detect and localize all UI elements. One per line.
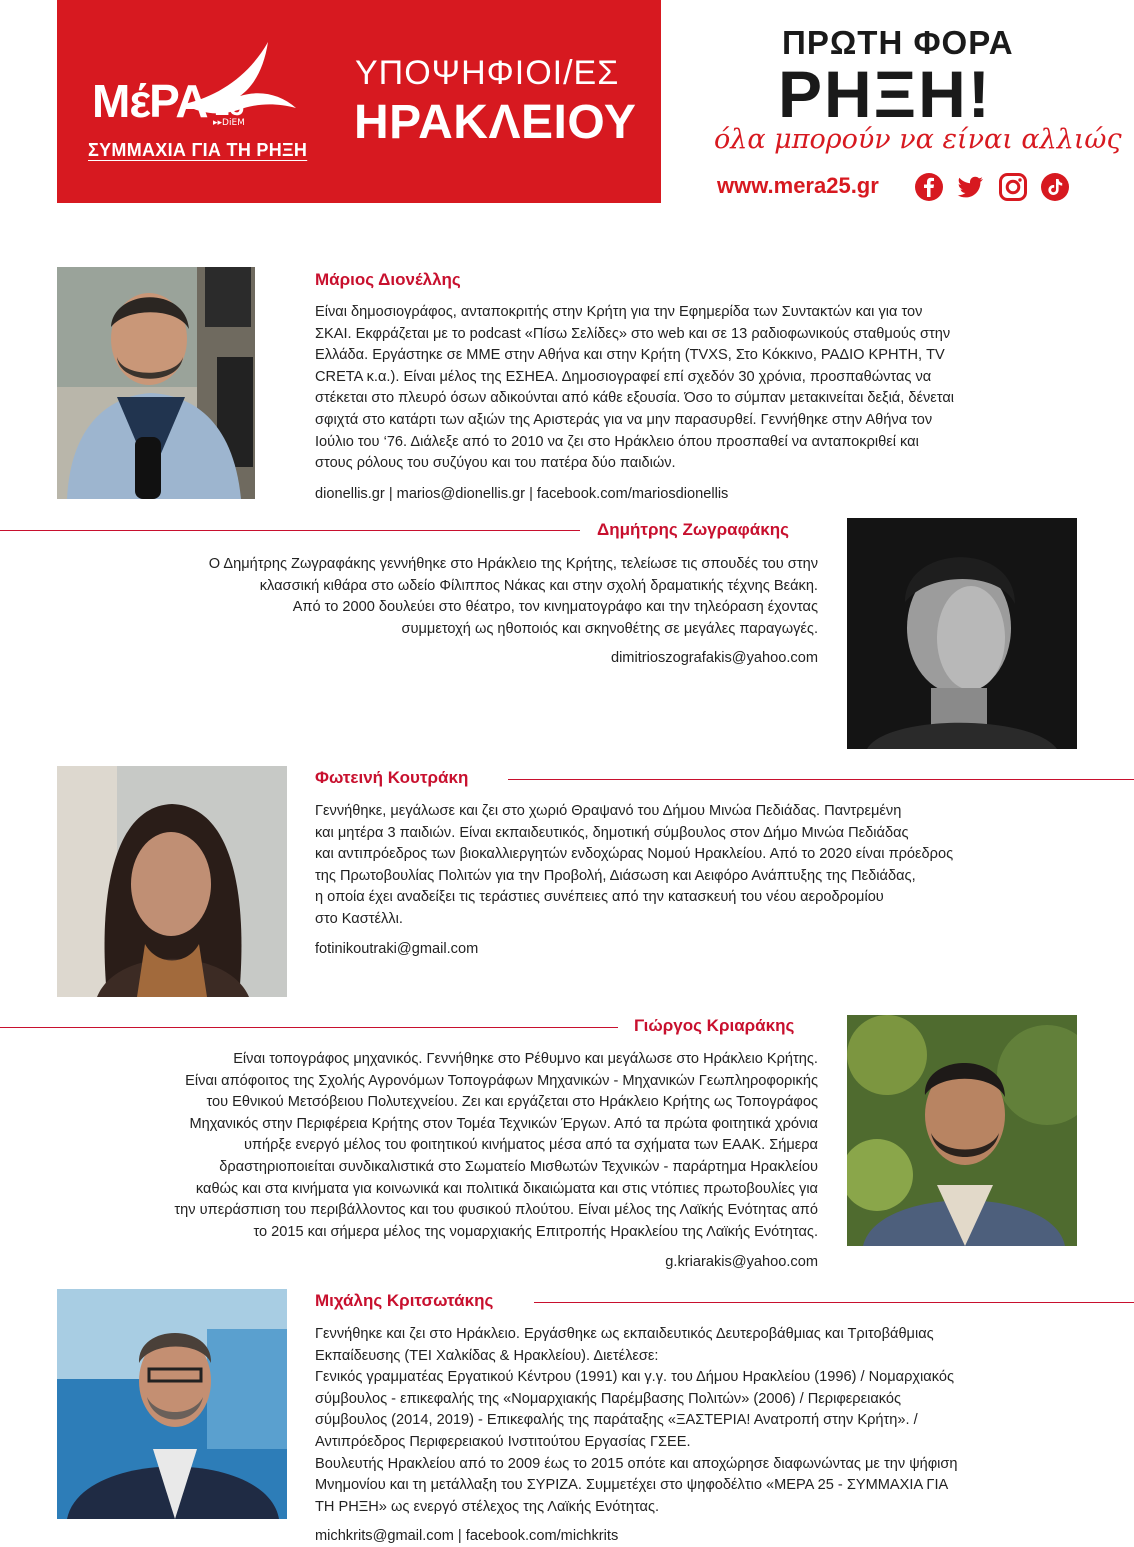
section-divider bbox=[0, 1027, 618, 1028]
candidate-name: Φωτεινή Κουτράκη bbox=[315, 768, 469, 787]
logo-wordmark: MέΡΑ bbox=[92, 75, 208, 127]
bio-line: Γενικός γραμματέας Εργατικού Κέντρου (1991) και γ.γ. του Δήμου Ηρακλείου (1996) / Νομαρχιακός bbox=[315, 1369, 955, 1386]
bio-line: την υπεράσπιση του περιβάλλοντος και του φυσικού πλούτου. Είναι μέλος της Λαϊκής Ενότητας από bbox=[174, 1202, 818, 1219]
bio-line: του Εθνικού Μετσόβειου Πολυτεχνείου. Ζει και εργάζεται στο Ηράκλειο Κρήτης ως Τοπογράφος bbox=[206, 1094, 818, 1111]
slogan-line1: ΠΡΩΤΗ ΦΟΡΑ bbox=[782, 24, 1014, 61]
header-title-line2: ΗΡΑΚΛΕΙΟΥ bbox=[354, 96, 637, 149]
bio-line: καθώς και στα κινήματα για κοινωνικά και πολιτικά δικαιώματα και στις ντόπιες πρωτοβουλίες για bbox=[195, 1180, 818, 1197]
bio-line: Είναι δημοσιογράφος, ανταποκριτής στην Κρήτη για την Εφημερίδα των Συντακτών και για τον bbox=[315, 304, 923, 320]
candidate-name: Μιχάλης Κριτσωτάκης bbox=[315, 1291, 494, 1310]
candidate-photo-koutraki bbox=[57, 766, 287, 997]
candidate-photo-kriarakis bbox=[847, 1015, 1077, 1246]
bio-line: σύμβουλος (2014, 2019) - Επικεφαλής της παράταξης «ΞΑΣΤΕΡΙΑ! Ανατροπή στην Κρήτη». / bbox=[315, 1412, 918, 1429]
bio-line: δραστηριοποιείται συνδικαλιστικά στο Σωματείο Μισθωτών Τεχνικών - παράρτημα Ηρακλείου bbox=[219, 1158, 818, 1175]
candidate-contact[interactable]: michkrits@gmail.com | facebook.com/michkrits bbox=[315, 1528, 619, 1544]
twitter-icon[interactable] bbox=[955, 172, 985, 202]
bio-line: Ο Δημήτρης Ζωγραφάκης γεννήθηκε στο Ηράκλειο της Κρήτης, τελείωσε τις σπουδές του στην bbox=[208, 556, 818, 572]
bio-line: Γεννήθηκε και ζει στο Ηράκλειο. Εργάσθηκε ως εκπαιδευτικός Δευτεροβάθμιας και Τριτοβάθμιας bbox=[315, 1326, 934, 1342]
candidate-bio bbox=[315, 1324, 1095, 1518]
bio-line: Βουλευτής Ηρακλείου από το 2009 έως το 2015 οπότε και αποχώρησε διαφωνώντας με την ψήφιση bbox=[315, 1455, 958, 1472]
bio-line: ΤΗ ΡΗΞΗ» ως ενεργό στέλεχος της Λαϊκής Ενότητας. bbox=[315, 1498, 660, 1515]
bio-line: σύμβουλος - επικεφαλής της «Νομαρχιακής Παρέμβασης Πολιτών» (2006) / Περιφερειακός bbox=[315, 1390, 902, 1407]
candidate-photo-zografakis bbox=[847, 518, 1077, 749]
header-title-line1: ΥΠΟΨΗΦΙΟΙ/ΕΣ bbox=[355, 54, 620, 92]
slogan-tagline: όλα μπορούν να είναι αλλιώς bbox=[714, 124, 1122, 155]
bio-line: συμμετοχή ως ηθοποιός και σκηνοθέτης σε μεγάλες παραγωγές. bbox=[401, 620, 818, 637]
bio-line: Αντιπρόεδρος Περιφερειακού Ινστιτούτου Εργασίας ΓΣΕΕ. bbox=[315, 1433, 691, 1450]
candidate-photo-kritsotakis bbox=[57, 1289, 287, 1519]
section-divider bbox=[508, 779, 1134, 780]
bio-line: Είναι τοπογράφος μηχανικός. Γεννήθηκε στο Ρέθυμνο και μεγάλωσε στο Ηράκλειο Κρήτης. bbox=[233, 1051, 818, 1067]
bio-line: Μνημονίου και τη μετάλλαξη του ΣΥΡΙΖΑ. Συμμετέχει στο ψηφοδέλτιο «ΜΕΡΑ 25 - ΣΥΜΜΑΧΙΑ ΓΙΑ bbox=[315, 1477, 949, 1494]
bio-line: στέκεται στο πλευρό όσων αδικούνται από κάθε εξουσία. Όσο το σύμπαν μετακινείται δεξιά, δένεται bbox=[315, 390, 955, 407]
bio-line: και μητέρα 3 παιδιών. Είναι εκπαιδευτικός, δημοτική σύμβουλος στον Δήμο Μινώα Πεδιάδας bbox=[315, 824, 909, 841]
tiktok-icon[interactable] bbox=[1040, 172, 1070, 202]
candidate-bio bbox=[60, 554, 818, 640]
candidate-name: Γιώργος Κριαράκης bbox=[634, 1016, 795, 1035]
bio-line: το 2015 και σήμερα μέλος της νομαρχιακής Επιτροπής Ηρακλείου της Λαϊκής Ενότητας. bbox=[253, 1223, 818, 1240]
bio-line: Ελλάδα. Εργάστηκε σε ΜΜΕ στην Αθήνα και στην Κρήτη (TVXS, Στο Κόκκινο, ΡΑΔΙΟ ΚΡΗΤΗ, TV bbox=[315, 347, 945, 364]
bio-line: η οποία έχει αναδείξει τις τεράστιες συνέπειες από την κατασκευή του νέου αεροδρομίου bbox=[315, 889, 884, 906]
bio-line: Μηχανικός στην Περιφέρεια Κρήτης στον Τομέα Τεχνικών Έργων. Από τα πρώτα φοιτητικά χρόνια bbox=[189, 1115, 818, 1132]
bio-line: στο Καστέλλι. bbox=[315, 910, 403, 927]
logo-number: 25 bbox=[215, 91, 244, 121]
bio-line: Από το 2000 δουλεύει στο θέατρο, τον κινηματογράφο και την τηλεόραση έχοντας bbox=[292, 599, 818, 616]
candidate-contact[interactable]: dimitrioszografakis@yahoo.com bbox=[610, 650, 818, 666]
bio-line: της Πρωτοβουλίας Πολιτών για την Προβολή, Διάσωση και Αειφόρο Ανάπτυξης της Πεδιάδας, bbox=[315, 867, 916, 884]
bio-line: κλασσική κιθάρα στο ωδείο Φίλιππος Νάκας και στην σχολή δραματικής τέχνης Βεάκη. bbox=[259, 577, 818, 594]
bio-line: Ιούλιο του ‘76. Διάλεξε από το 2010 να ζει στο Ηράκλειο όπου προσπαθεί να ανταποκριθεί και bbox=[315, 433, 919, 450]
candidate-name: Δημήτρης Ζωγραφάκης bbox=[597, 520, 789, 539]
candidate-bio bbox=[315, 302, 1055, 475]
candidate-contact[interactable]: dionellis.gr | marios@dionellis.gr | facebook.com/mariosdionellis bbox=[315, 486, 729, 502]
slogan-line2: ΡΗΞΗ! bbox=[778, 57, 992, 131]
website-link[interactable]: www.mera25.gr bbox=[717, 173, 879, 198]
bio-line: CRETA κ.α.). Είναι μέλος της ΕΣΗΕΑ. Δημοσιογραφεί επί σχεδόν 30 χρόνια, προσπαθώντας να bbox=[315, 368, 932, 385]
bio-line: σφιχτά στο κατάρτι των αξιών της Αριστεράς για να μην παρασυρθεί. Γεννήθηκε στην Αθήνα τον bbox=[315, 411, 933, 428]
candidate-name: Μάριος Διονέλλης bbox=[315, 270, 461, 289]
logo-subtitle: ΣΥΜΜΑΧΙΑ ΓΙΑ ΤΗ ΡΗΞΗ bbox=[88, 140, 308, 160]
section-divider bbox=[0, 530, 580, 531]
bio-line: Γεννήθηκε, μεγάλωσε και ζει στο χωριό Θραψανό του Δήμου Μινώα Πεδιάδας. Παντρεμένη bbox=[315, 803, 902, 819]
candidate-photo-dionellis bbox=[57, 267, 255, 499]
bio-line: και αντιπρόεδρος των βιοκαλλιεργητών ενδοχώρας Νομού Ηρακλείου. Από το 2020 είναι πρόεδρος bbox=[315, 846, 954, 863]
candidate-contact[interactable]: fotinikoutraki@gmail.com bbox=[315, 941, 479, 957]
facebook-icon[interactable] bbox=[914, 172, 944, 202]
bio-line: ΣΚΑΙ. Εκφράζεται με το podcast «Πίσω Σελίδες» στο web και σε 13 ραδιοφωνικούς σταθμούς στην bbox=[315, 325, 951, 342]
instagram-icon[interactable] bbox=[998, 172, 1028, 202]
candidate-bio bbox=[40, 1049, 818, 1243]
logo-diem: ▸▸DiEM bbox=[213, 118, 245, 128]
bio-line: Είναι απόφοιτος της Σχολής Αγρονόμων Τοπογράφων Μηχανικών - Μηχανικών Γεωπληροφορικής bbox=[185, 1072, 818, 1089]
bio-line: Εκπαίδευσης (ΤΕΙ Χαλκίδας & Ηρακλείου). Διετέλεσε: bbox=[315, 1347, 659, 1364]
bio-line: υπήρξε ενεργό μέλος του φοιτητικού κινήματος μέσα από τα σχήματα των ΕΑΑΚ. Σήμερα bbox=[243, 1137, 818, 1154]
bio-line: στους ρόλους του συζύγου και του πατέρα δύο παιδιών. bbox=[315, 455, 676, 472]
section-divider bbox=[534, 1302, 1134, 1303]
candidate-contact[interactable]: g.kriarakis@yahoo.com bbox=[665, 1254, 818, 1270]
candidate-bio bbox=[315, 801, 1075, 931]
